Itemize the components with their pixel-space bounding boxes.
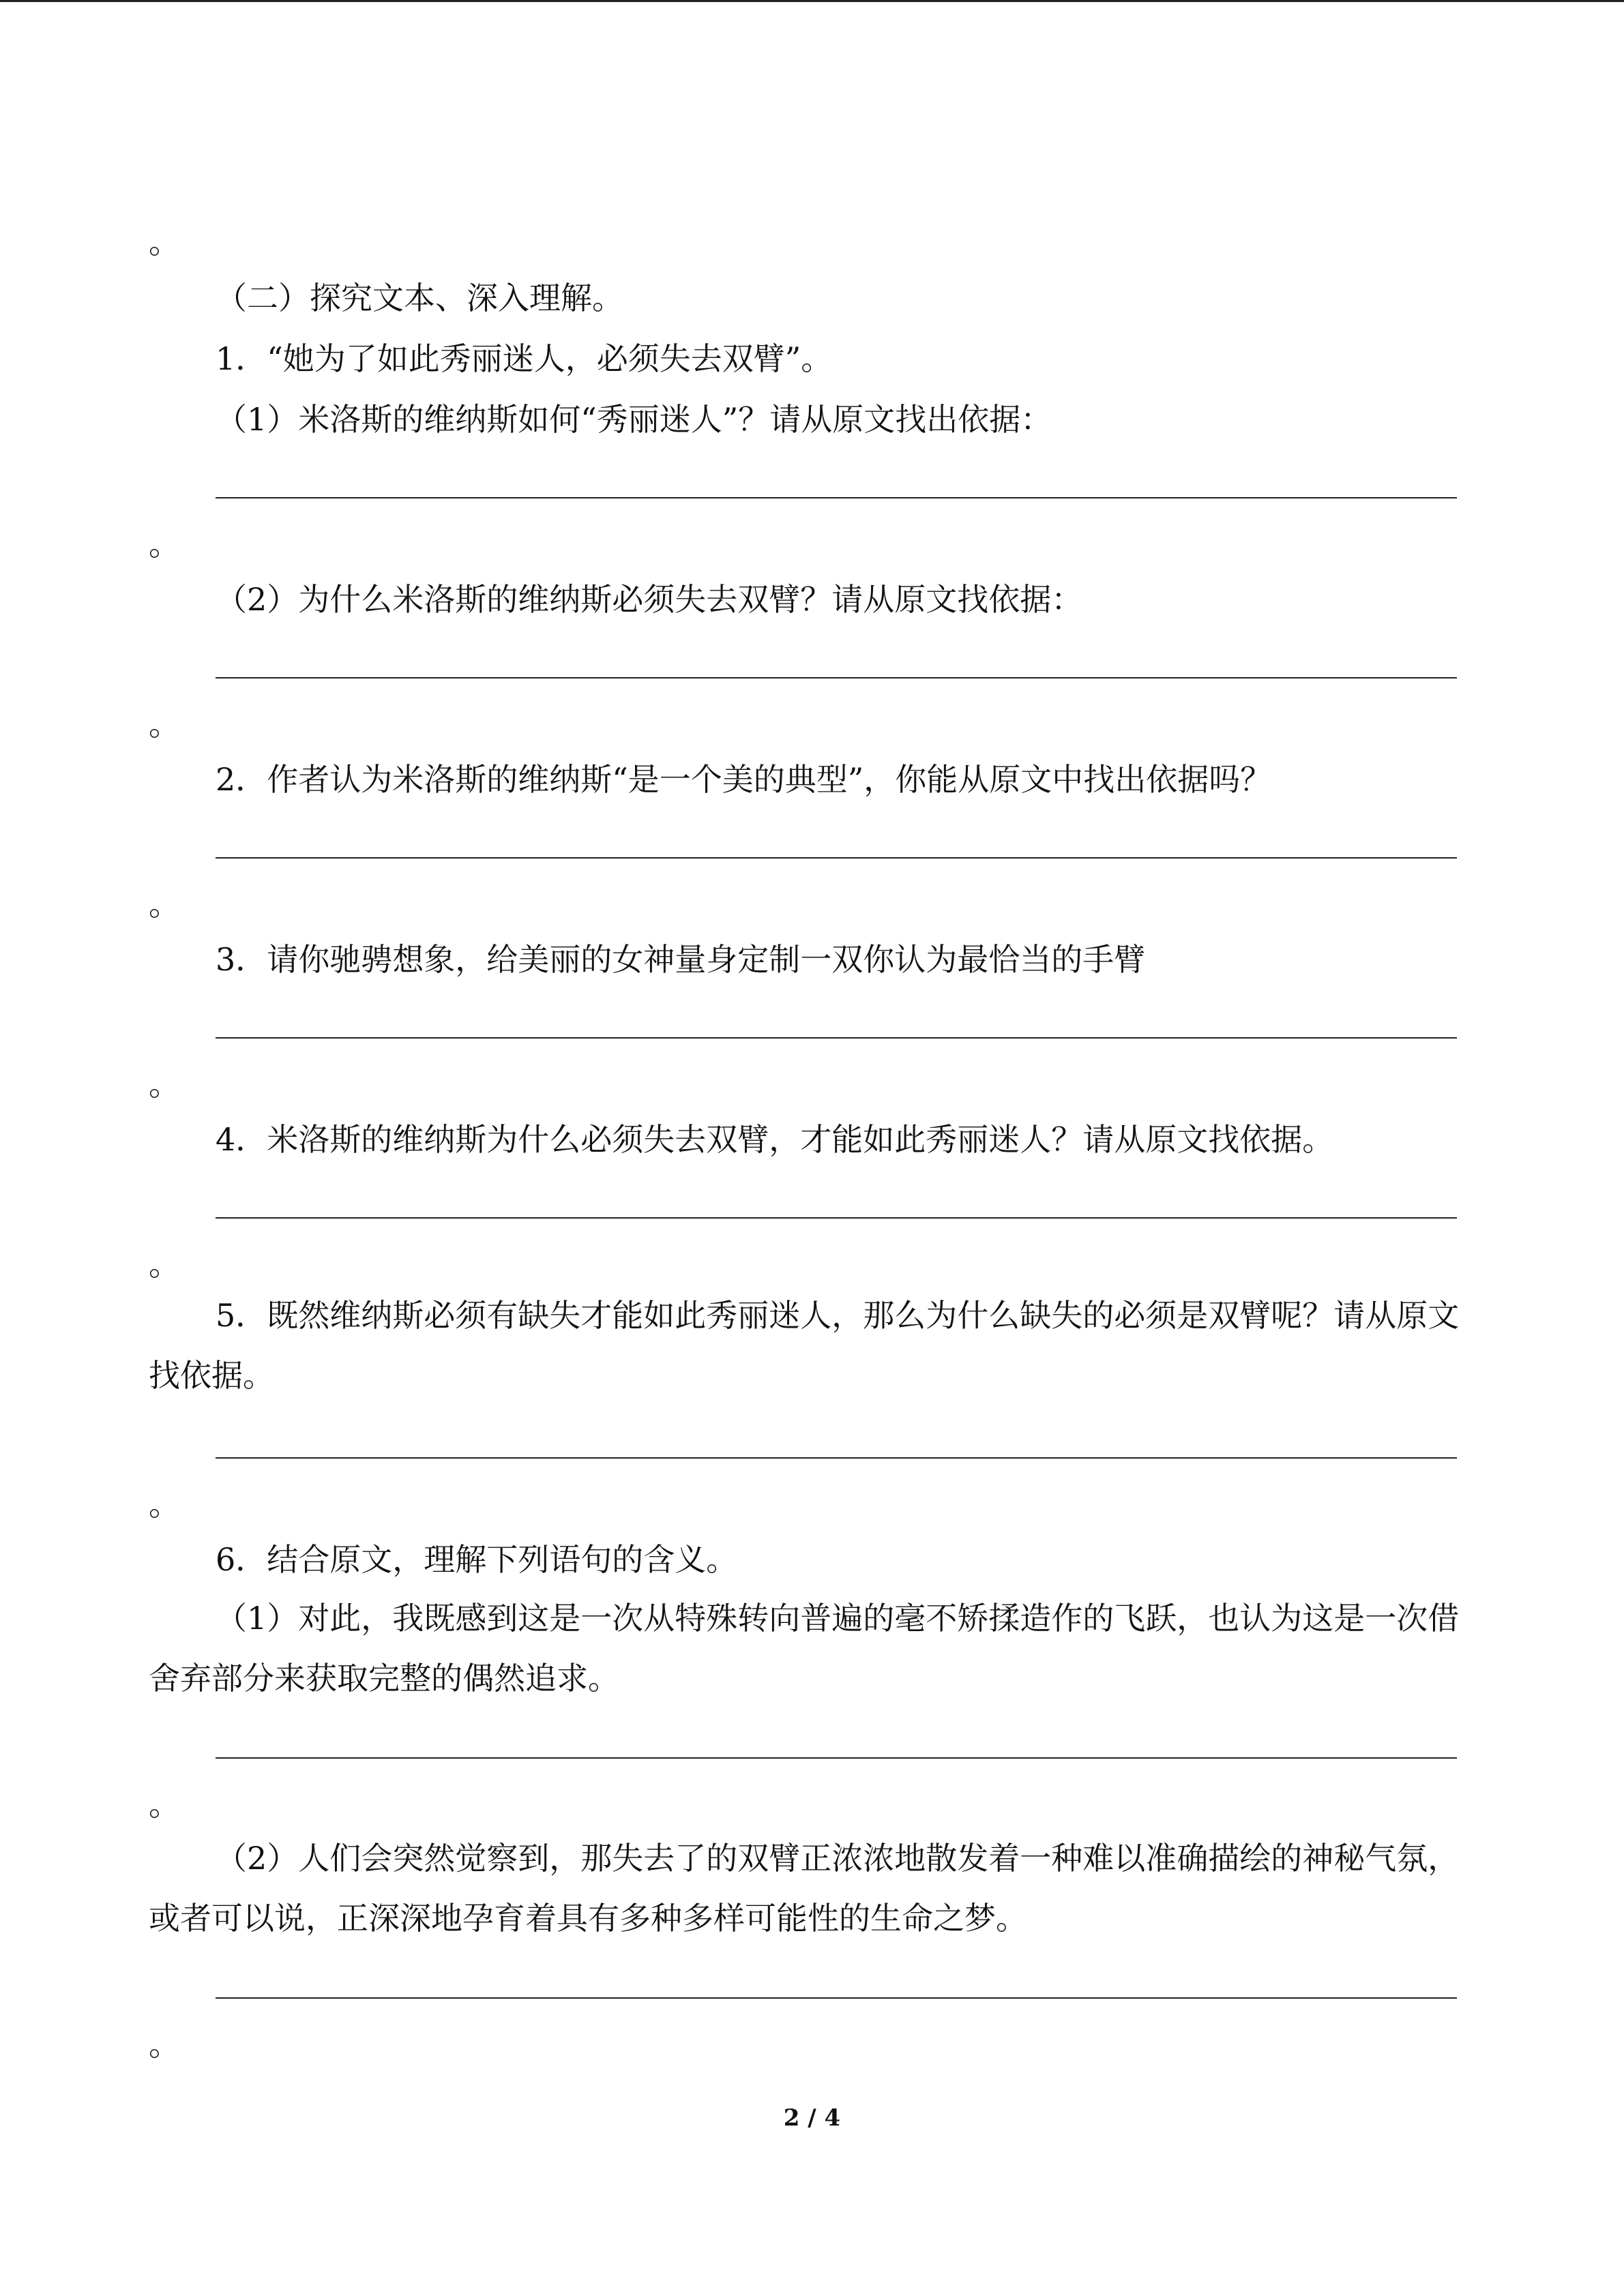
answer-line-5[interactable] <box>216 1457 1457 1459</box>
answer-line-2[interactable] <box>216 857 1457 859</box>
answer-line-4[interactable] <box>216 1217 1457 1219</box>
question-4: 4．米洛斯的维纳斯为什么必须失去双臂，才能如此秀丽迷人？请从原文找依据。 <box>216 1121 1334 1158</box>
end-mark: 。 <box>149 706 180 743</box>
end-mark: 。 <box>149 224 180 260</box>
page-number: 2 / 4 <box>783 2104 841 2132</box>
end-mark: 。 <box>149 1246 180 1283</box>
section-title: （二）探究文本、深入理解。 <box>216 280 623 316</box>
end-mark: 。 <box>149 886 180 923</box>
answer-line-3[interactable] <box>216 1037 1457 1039</box>
question-1-2: （2）为什么米洛斯的维纳斯必须失去双臂？请从原文找依据： <box>216 581 1083 618</box>
answer-line-6-2[interactable] <box>216 1997 1457 1999</box>
answer-line-1-1[interactable] <box>216 497 1457 498</box>
end-mark: 。 <box>149 526 180 563</box>
end-mark: 。 <box>149 2026 180 2063</box>
answer-line-6-1[interactable] <box>216 1757 1457 1759</box>
question-5: 5．既然维纳斯必须有缺失才能如此秀丽迷人，那么为什么缺失的必须是双臂呢？请从原文找依据。 <box>149 1297 1460 1394</box>
end-mark: 。 <box>149 1486 180 1523</box>
question-6: 6．结合原文，理解下列语句的含义。 <box>216 1541 738 1578</box>
question-1-1: （1）米洛斯的维纳斯如何“秀丽迷人”？请从原文找出依据： <box>216 401 1052 438</box>
question-1: 1．“她为了如此秀丽迷人，必须失去双臂”。 <box>216 340 833 377</box>
answer-line-1-2[interactable] <box>216 677 1457 679</box>
question-6-2: （2）人们会突然觉察到，那失去了的双臂正浓浓地散发着一种难以准确描绘的神秘气氛，或者可以说，正深深地孕育着具有多种多样可能性的生命之梦。 <box>149 1840 1460 1937</box>
question-3: 3．请你驰骋想象，给美丽的女神量身定制一双你认为最恰当的手臂 <box>216 941 1146 978</box>
end-mark: 。 <box>149 1786 180 1823</box>
end-mark: 。 <box>149 1066 180 1103</box>
question-2: 2．作者认为米洛斯的维纳斯“是一个美的典型”，你能从原文中找出依据吗？ <box>216 761 1272 798</box>
question-6-1: （1）对此，我既感到这是一次从特殊转向普遍的毫不矫揉造作的飞跃，也认为这是一次借舍弃部分来获取完整的偶然追求。 <box>149 1600 1460 1697</box>
